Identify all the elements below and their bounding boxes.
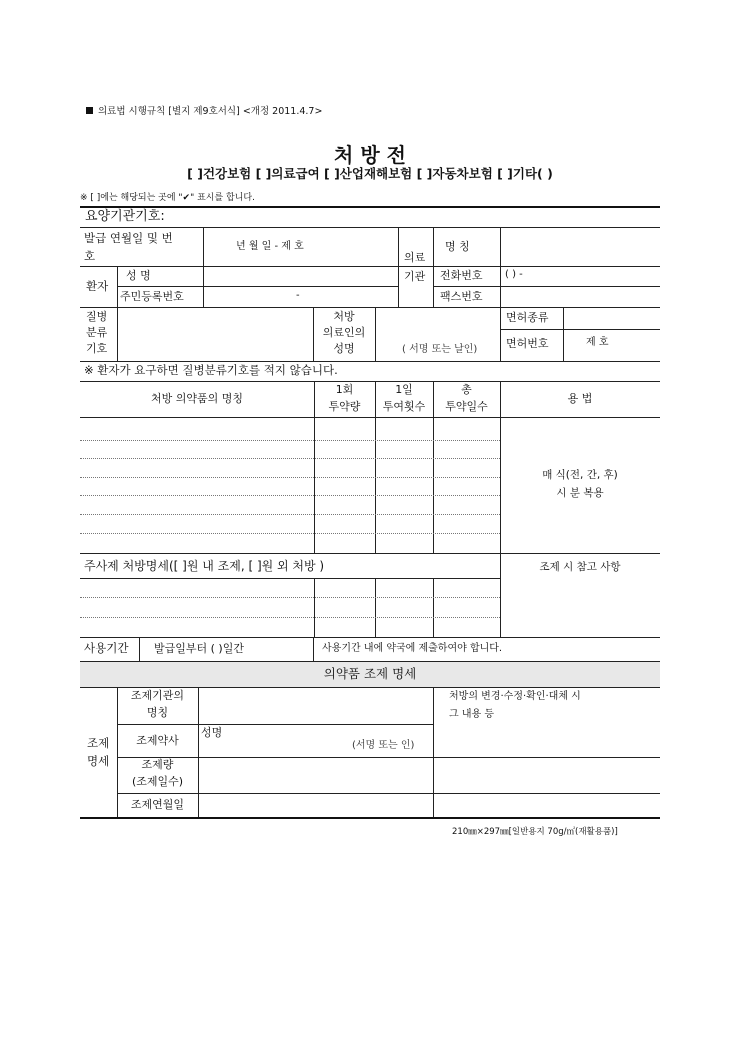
dose-header-2: 투약량 (328, 400, 361, 413)
institution-phone-label: 전화번호 (440, 269, 483, 282)
issue-date-label: 발급 연월일 및 번 (84, 231, 173, 245)
usage-instructions: 매 식(전, 간, 후) (542, 469, 618, 481)
disease-code-note: ※ 환자가 요구하면 질병분류기호를 적지 않습니다. (84, 363, 338, 377)
institution-fax-label: 팩스번호 (440, 290, 483, 303)
medical-institution-label: 의료 (404, 251, 426, 264)
pharmacist-label: 조제약사 (136, 734, 179, 747)
period-value: 발급일부터 ( )일간 (154, 642, 244, 655)
prescriber-label-2: 의료인의 (322, 326, 366, 339)
square-bullet-icon (86, 107, 93, 114)
disease-code-label: 질병 (86, 310, 108, 323)
period-label: 사용기간 (84, 641, 129, 655)
injection-label: 주사제 처방명세([ ]원 내 조제, [ ]원 외 처방 ) (84, 559, 325, 573)
usage-header: 용 법 (567, 392, 593, 405)
medical-institution-label-2: 기관 (404, 270, 426, 283)
paper-spec: 210㎜×297㎜[일반용지 70g/㎡(재활용품)] (452, 827, 618, 837)
patient-rrn-label: 주민등록번호 (120, 290, 184, 303)
license-number-label: 면허번호 (506, 337, 549, 350)
institution-name-label: 명 칭 (445, 240, 470, 253)
change-note: 처방의 변경·수정·확인·대체 시 (449, 691, 581, 702)
prescriber-sign-note: ( 서명 또는 날인) (402, 344, 478, 355)
legal-basis-text: 의료법 시행규칙 [별지 제9호서식] <개정 2011.4.7> (98, 106, 323, 117)
patient-rrn-separator: - (296, 290, 300, 301)
frequency-header: 1일 (395, 383, 413, 396)
issue-date-label-2: 호 (84, 249, 96, 263)
dose-header: 1회 (335, 383, 354, 396)
frequency-header-2: 투여횟수 (382, 400, 426, 413)
dispensing-amount-label-2: (조제일수) (131, 775, 184, 788)
drug-name-header: 처방 의약품의 명칭 (150, 392, 243, 405)
check-note: ※ [ ]에는 해당되는 곳에 "✔" 표시를 합니다. (80, 193, 255, 203)
institution-phone-value: ( ) - (505, 269, 523, 280)
dispensing-date-label: 조제연월일 (130, 798, 185, 811)
patient-name-label: 성 명 (126, 269, 151, 282)
patient-label: 환자 (86, 279, 109, 293)
period-note: 사용기간 내에 약국에 제출하여야 합니다. (322, 643, 503, 654)
usage-instructions-2: 시 분 복용 (556, 487, 604, 499)
disease-code-label-2: 분류 (86, 326, 108, 339)
dispensing-institution-label: 조제기관의 (130, 689, 185, 702)
prescriber-label: 처방 (333, 310, 355, 323)
dispensing-amount-label: 조제량 (141, 758, 174, 771)
license-number-value: 제 호 (586, 337, 609, 348)
dispensing-label-2: 명세 (87, 754, 110, 768)
license-type-label: 면허종류 (506, 311, 549, 324)
prescriber-label-3: 성명 (333, 342, 355, 355)
dispensing-label: 조제 (87, 736, 110, 750)
dispensing-section-title: 의약품 조제 명세 (323, 666, 417, 681)
issue-date-value: 년 월 일 - 제 호 (236, 241, 304, 252)
days-header-2: 투약일수 (445, 400, 488, 413)
institution-code-label: 요양기관기호: (85, 209, 165, 224)
dispensing-note-label: 조제 시 참고 사항 (539, 561, 621, 573)
days-header: 총 (461, 383, 472, 396)
pharmacist-sign-note: (서명 또는 인) (352, 740, 415, 751)
change-note-2: 그 내용 등 (449, 709, 494, 720)
disease-code-label-3: 기호 (86, 342, 108, 355)
pharmacist-name-label: 성명 (201, 726, 223, 739)
page-title: 처 방 전 (334, 143, 406, 167)
legal-basis (86, 107, 322, 117)
insurance-options: [ ]건강보험 [ ]의료급여 [ ]산업재해보험 [ ]자동차보험 [ ]기타( ) (187, 166, 553, 181)
dispensing-institution-label-2: 명칭 (146, 706, 169, 719)
